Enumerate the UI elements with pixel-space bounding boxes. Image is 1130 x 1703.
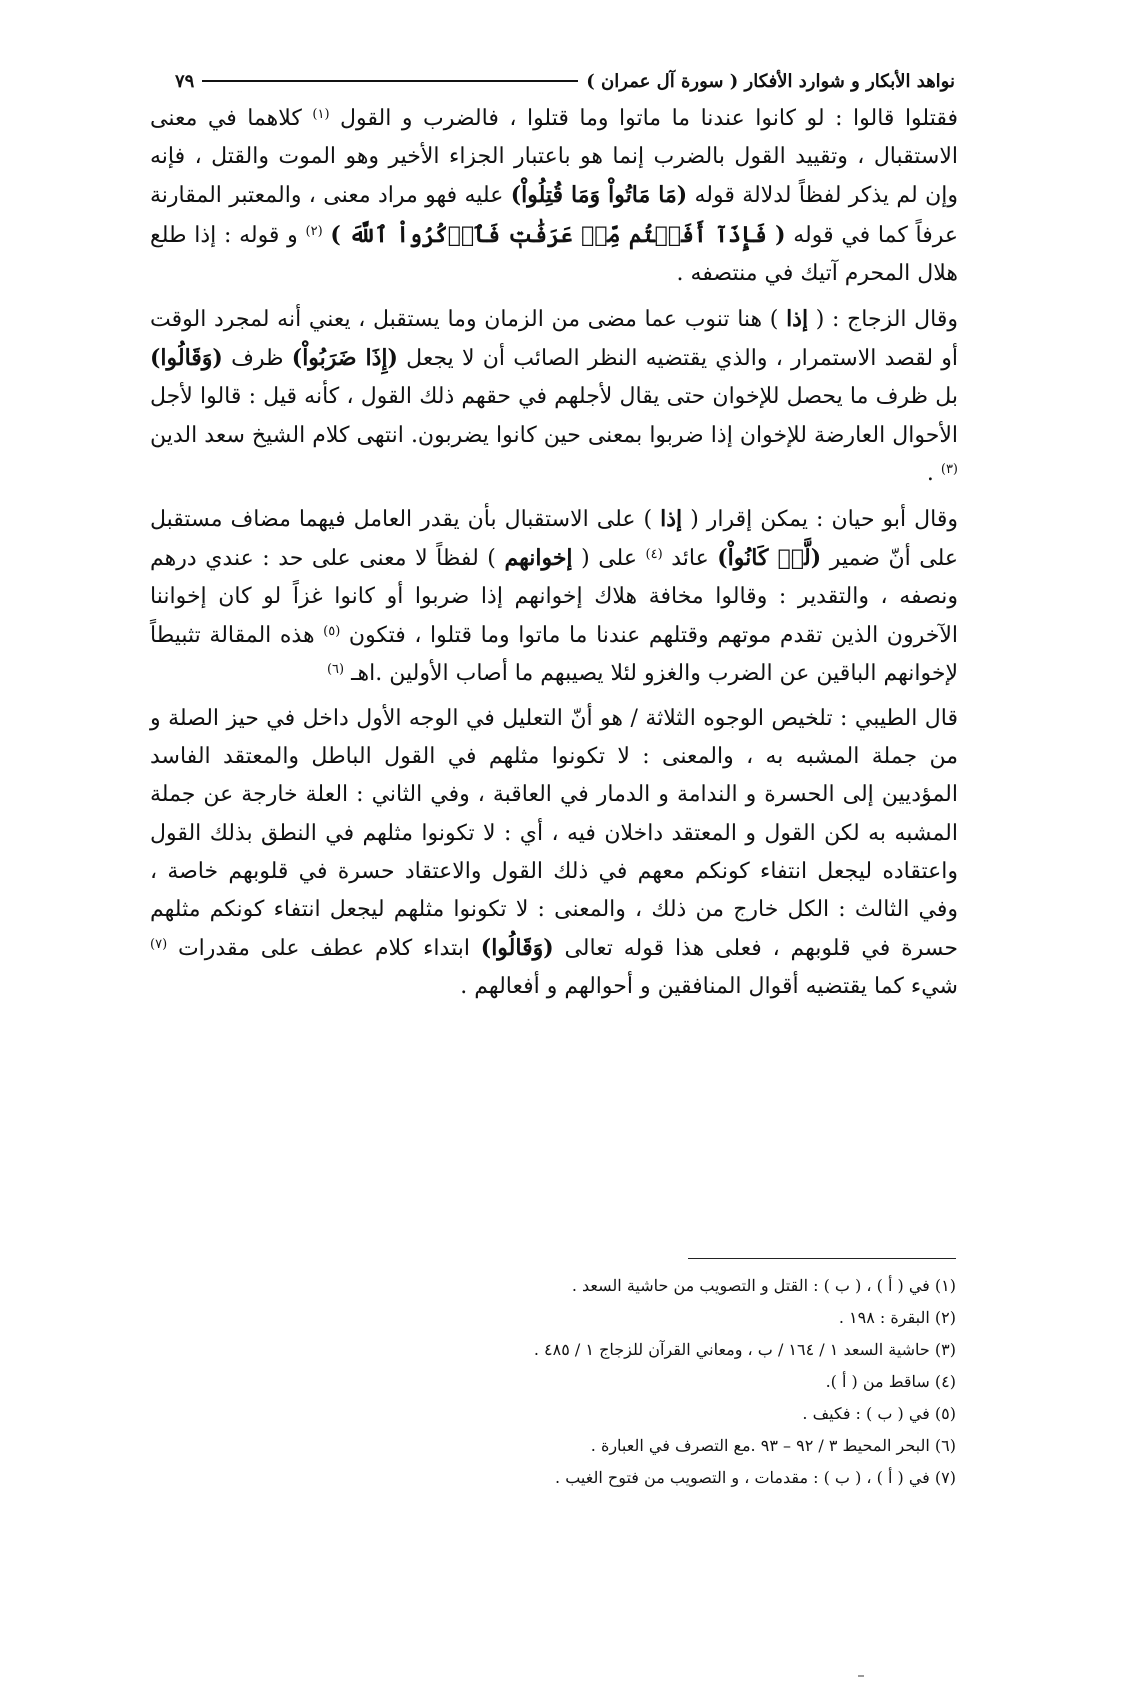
footnote-ref: (١) xyxy=(312,107,330,122)
header-title: نواهد الأبكار و شوارد الأفكار ( سورة آل عمران ) xyxy=(586,70,955,92)
text: قال الطيبي : تلخيص الوجوه الثلاثة / هو أنّ التعليل في الوجه الأول داخل في حيز الصلة و من جملة المشبه به ، والمعنى : لا تكونوا مثلهم في القول الباطل والمعتقد الفاسد المؤديين إلى الحسرة و الندامة و الدمار في العاقبة ، وفي الثاني : العلة خارجة عن جملة المشبه به لكن القول و المعتقد داخلان فيه ، أي : لا تكونوا مثلهم في النطق بذلك القول واعتقاده ليجعل انتفاء كونكم معهم في ذلك القول والاعتقاد حسرة في قلوبهم خاصة ، وفي الثالث : الكل خارج من ذلك ، والمعنى : لا تكونوا مثلهم ليجعل انتفاء كونكم مثلهم حسرة في قلوبهم ، فعلى هذا قوله تعالى xyxy=(150,706,958,962)
text: عليه فهو مراد معنى ، والمعتبر المقارنة عرفاً كما في قوله xyxy=(150,183,958,248)
header-rule xyxy=(202,80,578,82)
text: ابتداء كلام عطف على مقدرات xyxy=(177,936,470,962)
quran-quote: (لَّوۡ كَانُواْ) xyxy=(717,545,822,572)
paragraph-4 xyxy=(150,700,958,1007)
main-text xyxy=(150,100,958,1007)
quran-quote: (وَقَالُوا) xyxy=(480,935,554,962)
footnote-5: (٥) في ( ب ) : فكيف . xyxy=(802,1404,956,1423)
text: ) لفظاً لا معنى على حد : عندي درهم ونصفه ، والتقدير : وقالوا مخافة هلاك إخوانهم إذا ضربوا أو كانوا غزاً لو كان إخواننا الآخرون الذين تقدم موتهم وقتلهم عندنا ما ماتوا وما قتلوا ، فتكون xyxy=(150,546,958,648)
footnote-1: (١) في ( أ ) ، ( ب ) : القتل و التصويب من حاشية السعد . xyxy=(571,1276,956,1295)
text: شيء كما يقتضيه أقوال المنافقين و أحوالهم و أفعالهم . xyxy=(460,974,958,1000)
text: ) هنا تنوب عما مضى من الزمان وما يستقبل ، يعني أنه لمجرد الوقت أو لقصد الاستمرار ، والذي يقتضيه النظر الصائب أن لا يجعل xyxy=(150,307,959,372)
footnote-ref: (٢) xyxy=(305,223,323,239)
running-header xyxy=(175,66,955,96)
paragraph-2 xyxy=(150,300,958,493)
paragraph-3 xyxy=(150,500,958,693)
text: و قوله : إذا طلع هلال المحرم آتيك في منتصفه . xyxy=(150,222,958,286)
quran-quote: (إِذَا ضَرَبُواْ) xyxy=(291,345,398,372)
text: هذه المقالة تثبيطاً لإخوانهم الباقين عن الضرب والغزو لئلا يصيبهم ما أصاب الأولين .اهـ xyxy=(150,622,958,686)
footnote-ref: (٧) xyxy=(150,937,168,953)
text: فقتلوا قالوا : لو كانوا عندنا ما ماتوا وما قتلوا ، فالضرب و القول xyxy=(340,106,958,131)
footnotes xyxy=(300,1270,956,1494)
footnote-3: (٣) حاشية السعد ١ / ١٦٤ / ب ، ومعاني القرآن للزجاج ١ / ٤٨٥ . xyxy=(533,1340,956,1359)
paragraph-1 xyxy=(150,100,958,293)
text: وقال الزجاج : ( xyxy=(815,307,958,333)
text: وقال أبو حيان : يمكن إقرار ( xyxy=(690,507,958,533)
footnote-ref: (٥) xyxy=(323,623,341,639)
text: على ( xyxy=(581,546,637,572)
text: ) على الاستقبال بأن يقدر العامل فيهما مضاف مستقبل على أنّ ضمير xyxy=(150,507,959,572)
text: عائد xyxy=(671,546,709,572)
scan-mark xyxy=(858,1675,864,1677)
text: . xyxy=(926,460,934,486)
footnote-ref: (٤) xyxy=(645,547,663,563)
footnote-4: (٤) ساقط من ( أ ). xyxy=(825,1372,956,1391)
footnote-6: (٦) البحر المحيط ٣ / ٩٢ – ٩٣ .مع التصرف في العبارة . xyxy=(590,1436,956,1455)
quran-quote: ( فَإِذَآ أَفَضۡتُم مِّنۡ عَرَفَٰتٖ فَٱذۡكُرُواْ ٱللَّهَ ) xyxy=(330,221,786,248)
footnote-ref: (٣) xyxy=(940,461,958,477)
text: بل ظرف ما يحصل للإخوان حتى يقال لأجلهم في حقهم ذلك القول ، كأنه قيل : قالوا لأجل الأحوال العارضة للإخوان إذا ضربوا بمعنى حين كانوا يضربون. انتهى كلام الشيخ سعد الدين xyxy=(150,384,958,448)
footnote-separator xyxy=(688,1258,956,1259)
keyword: إخوانهم xyxy=(504,545,573,572)
footnote-2: (٢) البقرة : ١٩٨ . xyxy=(838,1308,956,1327)
quran-quote: (وَقَالُوا) xyxy=(150,345,223,372)
text: ظرف xyxy=(231,346,284,372)
footnote-7: (٧) في ( أ ) ، ( ب ) : مقدمات ، و التصويب من فتوح الغيب . xyxy=(555,1468,956,1487)
page-number: ٧٩ xyxy=(175,70,195,92)
keyword: إذا xyxy=(660,506,683,533)
keyword: إذا xyxy=(786,306,809,333)
quran-quote: (مَا مَاتُواْ وَمَا قُتِلُواْ) xyxy=(510,182,688,209)
text: كلاهما في معنى الاستقبال ، وتقييد القول بالضرب إنما هو باعتبار الجزاء الأخير وهو الموت والقتل ، فإنه وإن لم يذكر لفظاً لدلالة قوله xyxy=(150,106,958,209)
footnote-ref: (٦) xyxy=(326,661,345,677)
